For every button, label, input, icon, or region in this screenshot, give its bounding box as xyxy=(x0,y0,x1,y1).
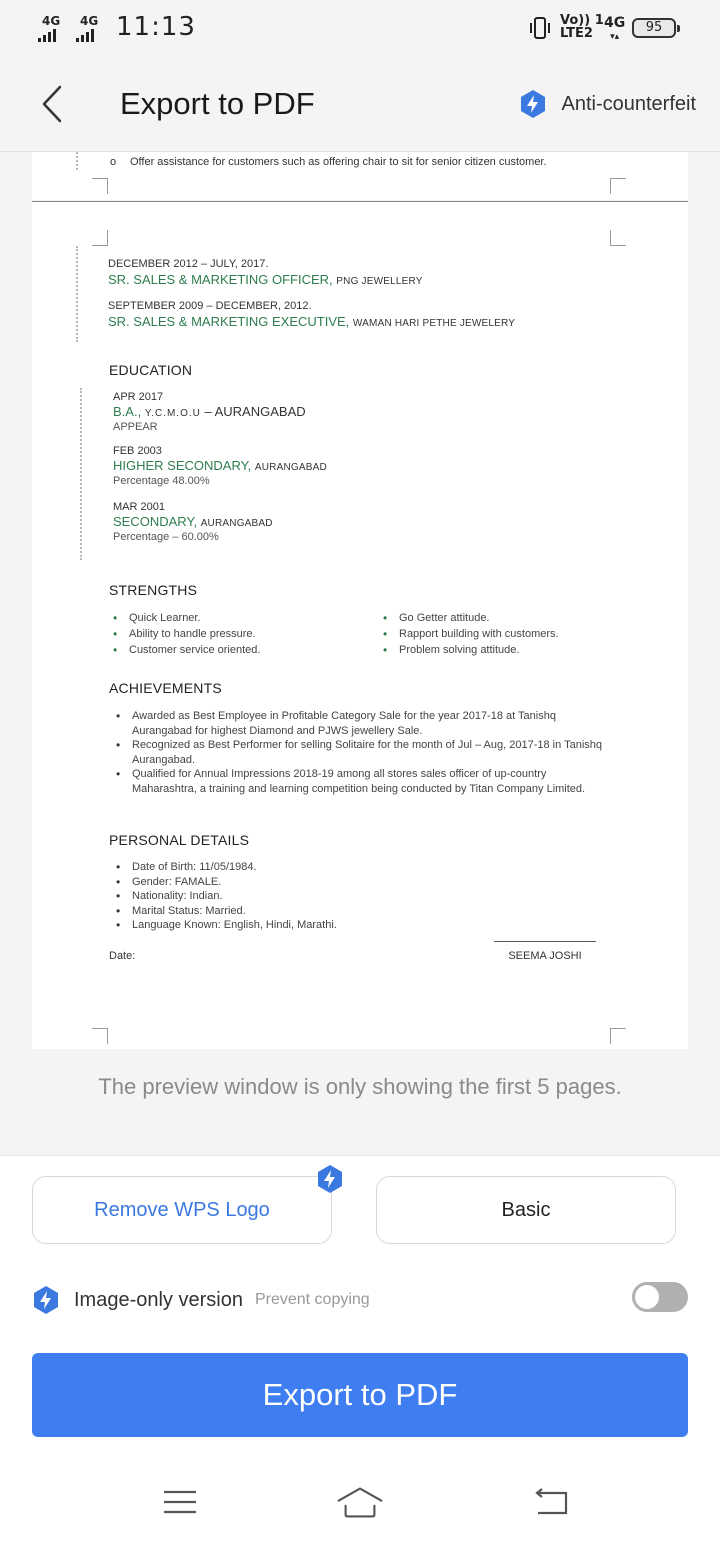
document-text: Offer assistance for customers such as offering chair to sit for senior citizen customer. xyxy=(130,156,547,168)
nav-menu-button[interactable] xyxy=(156,1482,204,1522)
list-item: • Ability to handle pressure. xyxy=(109,627,369,642)
list-item: • Language Known: English, Hindi, Marathi. xyxy=(112,918,512,933)
list-item: • Awarded as Best Employee in Profitable Category Sale for the year 2017-18 at Tanishq Aurangabad for highest Diamond and PJWS jewellery Sale. xyxy=(112,709,602,738)
battery-level: 95 xyxy=(645,20,663,35)
experience-entry: DECEMBER 2012 – JULY, 2017. SR. SALES & MARKETING OFFICER, PNG JEWELLERY SEPTEMBER 2009 – DECEMBER, 2012. SR. SALES & MARKETING EXECUTIVE, WAMAN HARI PETHE JEWELERY xyxy=(108,258,516,329)
export-to-pdf-button[interactable]: Export to PDF xyxy=(32,1353,688,1437)
return-icon xyxy=(530,1487,570,1517)
education-entry: MAR 2001 SECONDARY, AURANGABAD Percentage – 60.00% xyxy=(113,501,273,543)
crop-mark xyxy=(92,178,108,194)
app-header xyxy=(0,56,720,152)
date-label: Date: xyxy=(109,950,136,962)
back-button[interactable] xyxy=(30,80,74,128)
anti-counterfeit-button[interactable] xyxy=(519,86,696,122)
signature-name: SEEMA JOSHI xyxy=(508,950,582,962)
mobile-data-indicator: 4G ▾▴ xyxy=(604,15,626,42)
lightning-hexagon-icon xyxy=(519,89,547,119)
basic-button[interactable]: Basic xyxy=(376,1176,676,1244)
crop-mark xyxy=(92,1028,108,1044)
sim2-network-label: 4G xyxy=(80,14,99,28)
chevron-left-icon xyxy=(40,84,64,124)
home-icon xyxy=(336,1485,384,1519)
status-time: 11:13 xyxy=(116,12,196,42)
list-item: • Date of Birth: 11/05/1984. xyxy=(112,860,512,875)
image-only-row xyxy=(32,1282,688,1318)
pdf-preview[interactable] xyxy=(0,152,720,1155)
lightning-hexagon-icon xyxy=(316,1164,344,1194)
strengths-heading: STRENGTHS xyxy=(109,582,198,598)
education-list xyxy=(113,391,593,543)
volte-indicator: Vo)) 1 LTE2 xyxy=(560,13,604,41)
strengths-list-right xyxy=(379,611,639,658)
achievements-heading: ACHIEVEMENTS xyxy=(109,680,222,696)
signal-sim1-icon xyxy=(38,14,72,42)
vibrate-icon xyxy=(528,16,552,40)
sim1-network-label: 4G xyxy=(42,14,61,28)
education-entry: FEB 2003 HIGHER SECONDARY, AURANGABAD Percentage 48.00% xyxy=(113,445,327,487)
status-bar xyxy=(0,0,720,56)
list-item: • Problem solving attitude. xyxy=(379,643,639,658)
image-only-sublabel: Prevent copying xyxy=(254,1291,370,1308)
personal-details-heading: PERSONAL DETAILS xyxy=(109,832,250,848)
crop-mark xyxy=(610,1028,626,1044)
list-item: • Marital Status: Married. xyxy=(112,904,512,919)
system-navigation-bar xyxy=(0,1466,720,1544)
image-only-label: Image-only version xyxy=(74,1288,243,1311)
education-entry: APR 2017 B.A., Y.C.M.O.U – AURANGABAD APPEAR xyxy=(113,391,306,433)
personal-details-list xyxy=(112,860,512,933)
remove-wps-logo-button[interactable]: Remove WPS Logo xyxy=(32,1176,332,1244)
crop-mark xyxy=(610,230,626,246)
signal-sim2-icon xyxy=(76,14,110,42)
preview-limit-note: The preview window is only showing the first 5 pages. xyxy=(98,1074,622,1099)
signature-line xyxy=(494,941,596,942)
list-item: • Quick Learner. xyxy=(109,611,369,626)
list-item: • Rapport building with customers. xyxy=(379,627,639,642)
education-heading: EDUCATION xyxy=(109,362,193,378)
nav-back-button[interactable] xyxy=(526,1482,574,1522)
page-title: Export to PDF xyxy=(120,86,315,121)
export-options-panel xyxy=(0,1155,720,1544)
preview-page xyxy=(32,201,688,1049)
crop-mark xyxy=(92,230,108,246)
nav-home-button[interactable] xyxy=(336,1482,384,1522)
menu-icon xyxy=(162,1488,198,1516)
anti-counterfeit-label: Anti-counterfeit xyxy=(561,92,696,115)
list-item: • Gender: FAMALE. xyxy=(112,875,512,890)
lightning-hexagon-icon xyxy=(32,1285,60,1315)
crop-mark xyxy=(610,178,626,194)
list-item: • Recognized as Best Performer for selling Solitaire for the month of Jul – Aug, 2017-18 in Tanishq Aurangabad. xyxy=(112,738,602,767)
strengths-list-left xyxy=(109,611,369,658)
list-item: • Nationality: Indian. xyxy=(112,889,512,904)
list-item: • Go Getter attitude. xyxy=(379,611,639,626)
list-item: • Customer service oriented. xyxy=(109,643,369,658)
image-only-toggle[interactable] xyxy=(632,1282,688,1312)
preview-page-previous: o Offer assistance for customers such as offering chair to sit for senior citizen customer. xyxy=(32,152,688,200)
battery-icon xyxy=(632,18,676,38)
toggle-knob xyxy=(635,1285,659,1309)
achievements-list xyxy=(112,709,602,796)
list-item: • Qualified for Annual Impressions 2018-19 among all stores sales officer of up-country Maharashtra, a training and learning competition being conducted by Titan Company Limited. xyxy=(112,767,602,796)
